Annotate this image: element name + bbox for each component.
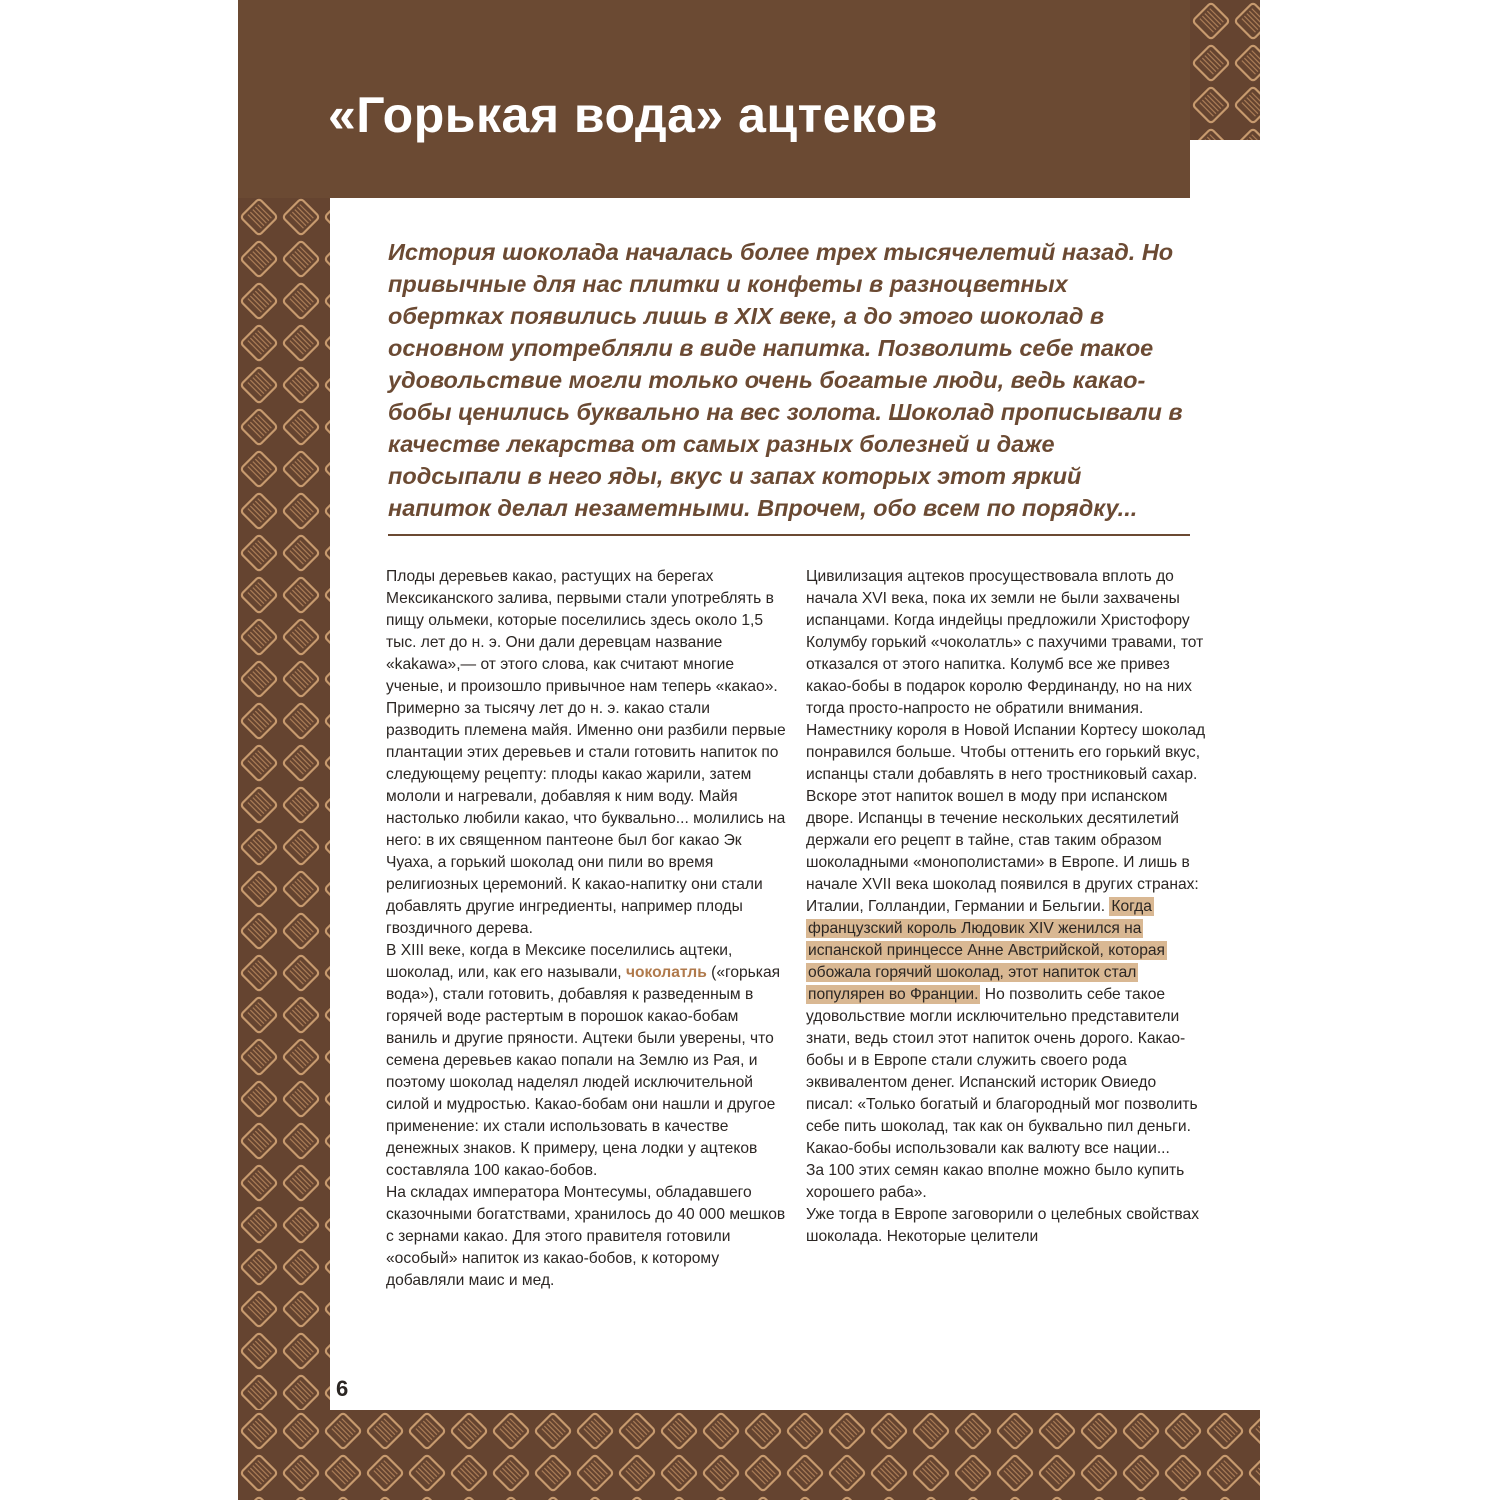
- intro-paragraph: История шоколада началась более трех тысячелетий назад. Но привычные для нас плитки и конфеты в разноцветных обертках появились лишь в XIX веке, а до этого шоколад в основном употребляли в виде напитка. Позволить себе такое удовольствие могли только очень богатые люди, ведь какао-бобы ценились буквально на вес золота. Шоколад прописывали в качестве лекарства от самых разных болезней и даже подсыпали в него яды, вкус и запах которых этот яркий напиток делал незаметными. Впрочем, обо всем по порядку...: [388, 239, 1183, 521]
- decorative-pattern-top-right: [1190, 0, 1260, 140]
- right-paragraph-2: [806, 786, 1206, 1160]
- left-paragraph-2: [386, 940, 786, 1182]
- page-title: «Горькая вода» ацтеков: [328, 87, 939, 143]
- intro-divider: [388, 534, 1190, 536]
- left-paragraph-2-start: В XIII веке, когда в Мексике поселились ацтеки, шоколад, или, как его называли,: [386, 942, 733, 981]
- decorative-pattern-bottom: [238, 1410, 1260, 1500]
- decorative-pattern-left: [238, 196, 330, 1500]
- right-paragraph-4: Уже тогда в Европе заговорили о целебных свойствах шоколада. Некоторые целители: [806, 1206, 1199, 1245]
- left-column: [386, 566, 786, 1292]
- term-chocolatl: чоколатль: [625, 964, 707, 981]
- right-column: [806, 566, 1206, 1248]
- right-paragraph-1: Цивилизация ацтеков просуществовала вплоть до начала XVI века, пока их земли не были захвачены испанцами. Когда индейцы предложили Христофору Колумбу горький «чоколатль» с пахучими травами, тот отказался от этого напитка. Колумб все же привез какао-бобы в подарок королю Фердинанду, но на них тогда просто-напросто не обратили внимания. Наместнику короля в Новой Испании Кортесу шоколад понравился больше. Чтобы оттенить его горький вкус, испанцы стали добавлять в него тростниковый сахар.: [806, 568, 1206, 783]
- page-number: 6: [336, 1376, 349, 1401]
- right-paragraph-2-end: Но позволить себе такое удовольствие могли исключительно представители знати, ведь стоил этот напиток очень дорого. Какао-бобы и в Европе стали служить своего рода эквивалентом денег. Испанский историк Овиедо писал: «Только богатый и благородный мог позволить себе пить шоколад, так как он буквально пил деньги. Какао-бобы использовали как валюту все нации...: [806, 986, 1198, 1157]
- right-paragraph-2-start: Вскоре этот напиток вошел в моду при испанском дворе. Испанцы в течение нескольких десятилетий держали его рецепт в тайне, став таким образом шоколадными «монополистами» в Европе. И лишь в начале XVII века шоколад появился в других странах: Италии, Голландии, Германии и Бельгии.: [806, 788, 1199, 915]
- highlighted-passage: Когда французский король Людовик XIV женился на испанской принцессе Анне Австрийской, которая обожала горячий шоколад, этот напиток стал популярен во Франции.: [808, 898, 1165, 1003]
- left-paragraph-1: Плоды деревьев какао, растущих на берегах Мексиканского залива, первыми стали употреблять в пищу ольмеки, которые поселились здесь около 1,5 тыс. лет до н. э. Они дали деревцам название «kakawa»,— от этого слова, как считают многие ученые, и произошло привычное нам теперь «какао». Примерно за тысячу лет до н. э. какао стали разводить племена майя. Именно они разбили первые плантации этих деревьев и стали готовить напиток по следующему рецепту: плоды какао жарили, затем мололи и нагревали, добавляя к ним воду. Майя настолько любили какао, что буквально... молились на него: в их священном пантеоне был бог какао Эк Чуаха, а горький шоколад они пили во время религиозных церемоний. К какао-напитку они стали добавлять другие ингредиенты, например плоды гвоздичного дерева.: [386, 568, 786, 937]
- left-paragraph-3: На складах императора Монтесумы, обладавшего сказочными богатствами, хранилось до 40 000 мешков с зернами какао. Для этого правителя готовили «особый» напиток из какао-бобов, к которому добавляли маис и мед.: [386, 1184, 786, 1289]
- left-paragraph-2-end: («горькая вода»), стали готовить, добавляя к разведенным в горячей воде растертым в порошок какао-бобам ваниль и другие пряности. Ацтеки были уверены, что семена деревьев какао попали на Землю из Рая, и поэтому шоколад наделял людей исключительной силой и мудростью. Какао-бобам они нашли и другое применение: их стали использовать в качестве денежных знаков. К примеру, цена лодки у ацтеков составляла 100 какао-бобов.: [386, 964, 781, 1179]
- right-paragraph-3: За 100 этих семян какао вполне можно было купить хорошего раба».: [806, 1162, 1185, 1201]
